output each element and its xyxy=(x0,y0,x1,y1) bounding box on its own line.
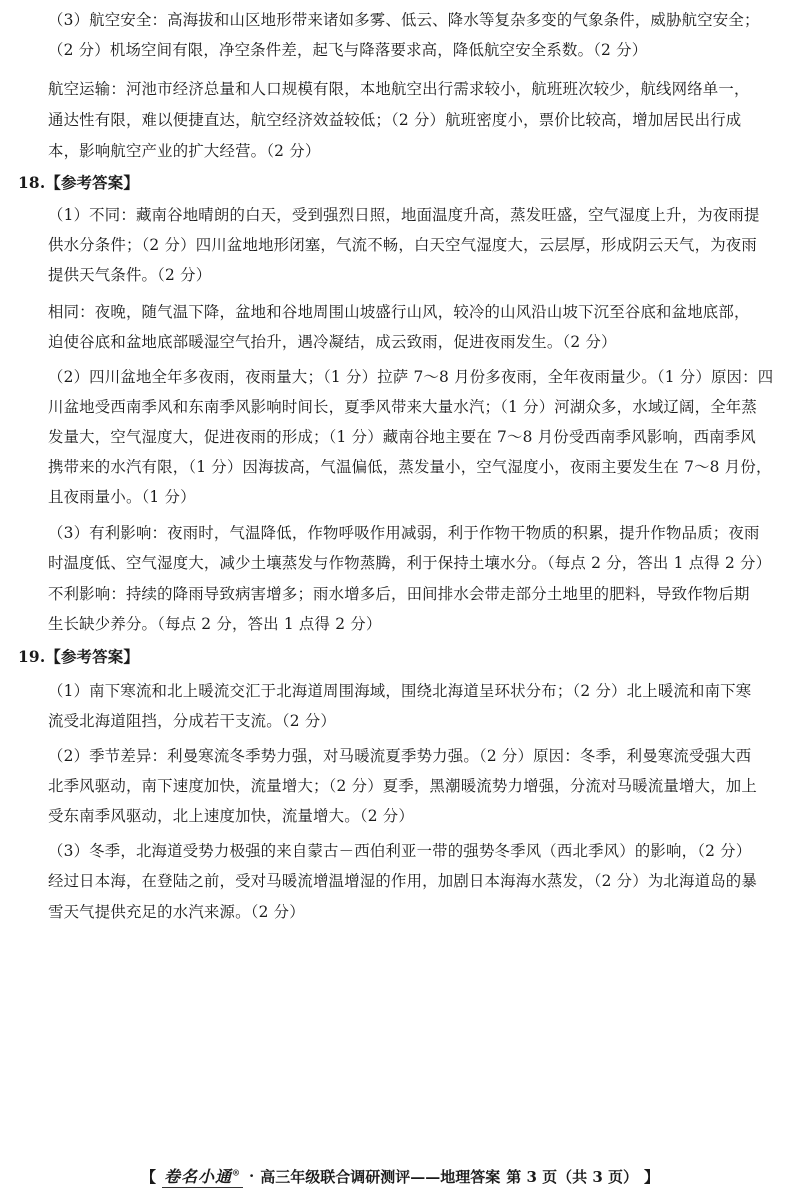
text-line: 相同：夜晚，随气温下降，盆地和谷地周围山坡盛行山风，较冷的山风沿山坡下沉至谷底和盆地底部， xyxy=(48,303,750,321)
text-line: 通达性有限，难以便捷直达，航空经济效益较低；（2 分）航班密度小，票价比较高，增加居民出行成 xyxy=(48,111,742,129)
text-line: （3）冬季，北海道受势力极强的来自蒙古－西伯利亚一带的强势冬季风（西北季风）的影响，（2 分） xyxy=(48,842,752,860)
text-line: 提供天气条件。（2 分） xyxy=(48,266,212,284)
text-line: 受东南季风驱动，北上速度加快，流量增大。（2 分） xyxy=(48,807,414,825)
brand-name: 卷名小通 xyxy=(163,1167,232,1186)
text-line: 时温度低、空气湿度大，减少土壤蒸发与作物蒸腾，利于保持土壤水分。（每点 2 分，答出 1 点得 2 分） xyxy=(48,554,772,572)
footer-page-info: 第 3 页（共 3 页） xyxy=(506,1167,639,1186)
text-line: 不利影响：持续的降雨导致病害增多；雨水增多后，田间排水会带走部分土地里的肥料，导致作物后期 xyxy=(48,585,750,603)
registered-mark: ® xyxy=(232,1167,241,1178)
footer-close-bracket: 】 xyxy=(644,1167,660,1186)
text-line: 生长缺少养分。（每点 2 分，答出 1 点得 2 分） xyxy=(48,615,382,633)
question-18-heading: 18.【参考答案】 xyxy=(18,174,139,192)
text-line: （3）有利影响：夜雨时，气温降低，作物呼吸作用减弱，利于作物干物质的积累，提升作物品质；夜雨 xyxy=(48,524,760,542)
text-line: （3）航空安全：高海拔和山区地形带来诸如多雾、低云、降水等复杂多变的气象条件，威胁航空安全； xyxy=(48,11,760,29)
brand-logo xyxy=(162,1164,243,1188)
text-line: 流受北海道阻挡，分成若干支流。（2 分） xyxy=(48,712,337,730)
text-line: 迫使谷底和盆地底部暖湿空气抬升，遇冷凝结，成云致雨，促进夜雨发生。（2 分） xyxy=(48,333,617,351)
text-line: 航空运输：河池市经济总量和人口规模有限，本地航空出行需求较小，航班班次较少，航线网络单一， xyxy=(48,80,750,98)
text-line: （1）不同：藏南谷地晴朗的白天，受到强烈日照，地面温度升高，蒸发旺盛，空气湿度上升，为夜雨提 xyxy=(48,206,760,224)
text-line: 川盆地受西南季风和东南季风影响时间长，夏季风带来大量水汽；（1 分）河湖众多，水域辽阔，全年蒸 xyxy=(48,398,757,416)
question-19-heading: 19.【参考答案】 xyxy=(18,648,139,666)
text-line: 北季风驱动，南下速度加快，流量增大；（2 分）夏季，黑潮暖流势力增强，分流对马暖流量增大，加上 xyxy=(48,777,757,795)
text-line: （2）四川盆地全年多夜雨，夜雨量大；（1 分）拉萨 7～8 月份多夜雨，全年夜雨量少。（1 分）原因：四 xyxy=(48,368,774,386)
footer-open-bracket: 【 xyxy=(140,1167,156,1186)
text-line: （1）南下寒流和北上暖流交汇于北海道周围海域，围绕北海道呈环状分布；（2 分）北上暖流和南下寒 xyxy=(48,682,752,700)
text-line: 经过日本海，在登陆之前，受对马暖流增温增湿的作用，加剧日本海海水蒸发，（2 分）为北海道岛的暴 xyxy=(48,872,757,890)
text-line: 发量大，空气湿度大，促进夜雨的形成；（1 分）藏南谷地主要在 7～8 月份受西南季风影响，西南季风 xyxy=(48,428,756,446)
text-line: 供水分条件；（2 分）四川盆地地形闭塞，气流不畅，白天空气湿度大，云层厚，形成阴云天气，为夜雨 xyxy=(48,236,757,254)
footer-title: 高三年级联合调研测评——地理答案 xyxy=(260,1167,501,1186)
text-line: 雪天气提供充足的水汽来源。（2 分） xyxy=(48,903,305,921)
footer-separator: · xyxy=(249,1167,255,1185)
page-footer xyxy=(0,1156,800,1196)
text-line: 且夜雨量小。（1 分） xyxy=(48,488,196,506)
text-line: （2 分）机场空间有限，净空条件差，起飞与降落要求高，降低航空安全系数。（2 分） xyxy=(48,41,648,59)
text-line: （2）季节差异：利曼寒流冬季势力强，对马暖流夏季势力强。（2 分）原因：冬季，利曼寒流受强大西 xyxy=(48,747,752,765)
text-line: 携带来的水汽有限，（1 分）因海拔高，气温偏低，蒸发量小，空气湿度小，夜雨主要发生在 7～8 月份， xyxy=(48,458,772,476)
text-line: 本，影响航空产业的扩大经营。（2 分） xyxy=(48,142,321,160)
